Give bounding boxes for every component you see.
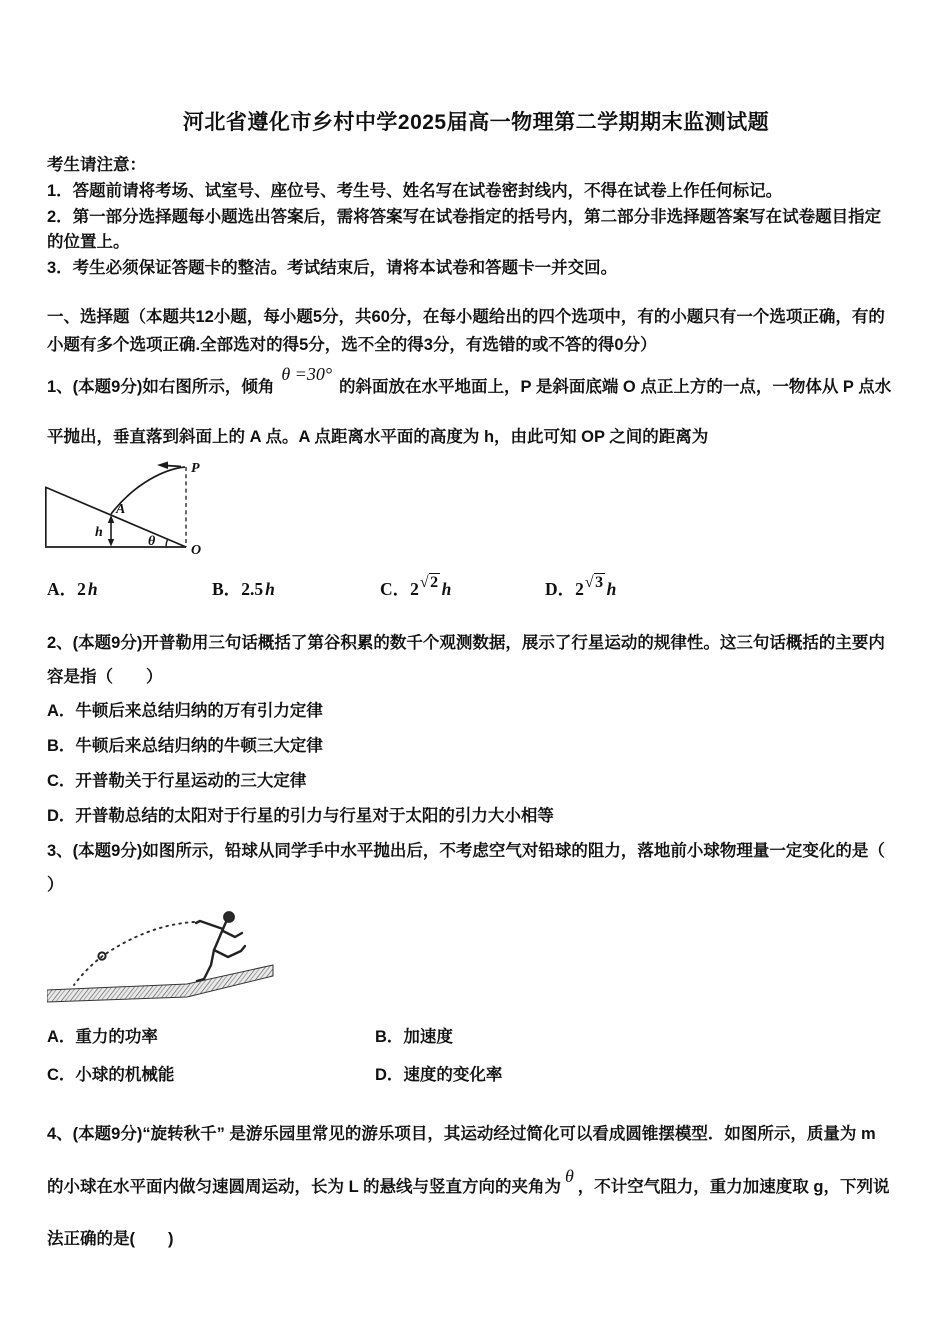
height-h-arrow <box>108 515 114 547</box>
q1-stem-pre: 1、(本题9分)如右图所示，倾角 <box>47 377 275 396</box>
q3-stem-line-2: ） <box>47 875 64 894</box>
sqrt-3: √3 <box>584 573 604 591</box>
q1-option-a: A．2 h <box>47 578 98 599</box>
q2-option-d: D．开普勒总结的太阳对于行星的引力与行星对于太阳的引力大小相等 <box>47 806 554 825</box>
q3-option-d: D．速度的变化率 <box>375 1065 503 1084</box>
notice-heading: 考生请注意： <box>47 156 146 174</box>
notice-line-2: 2．第一部分选择题每小题选出答案后，需将答案写在试卷指定的括号内，第二部分非选择题答案写在试卷题目指定 <box>47 207 882 226</box>
theta-angle-arc <box>166 539 168 547</box>
q3-option-a: A．重力的功率 <box>47 1027 158 1046</box>
q1-option-b: B．2.5 h <box>212 578 275 599</box>
q1-inline-formula: θ =30° <box>281 363 333 384</box>
q2-option-b: B．牛顿后来总结归纳的牛顿三大定律 <box>47 736 323 755</box>
question-3-stem <box>47 834 905 902</box>
q2-option-c: C．开普勒关于行星运动的三大定律 <box>47 771 307 790</box>
q4-stem-line-3: 法正确的是( ) <box>47 1229 174 1248</box>
section-1-heading <box>47 303 905 359</box>
figure-label-theta: θ <box>148 533 156 549</box>
q2-stem-line-2: 容是指（ ） <box>47 667 163 686</box>
thrower-person <box>196 912 245 981</box>
figure-label-p: P <box>191 460 200 476</box>
page-title: 河北省遵化市乡村中学2025届高一物理第二学期期末监测试题 <box>182 111 770 134</box>
question-2-stem <box>47 626 905 694</box>
notice-block <box>47 153 905 282</box>
shotput-throw-figure <box>47 905 279 1009</box>
section-heading-line-1: 一、选择题（本题共12小题，每小题5分，共60分，在每小题给出的四个选项中，有的小题只有一个选项正确，有的 <box>47 307 885 326</box>
q3-option-b: B．加速度 <box>375 1027 453 1046</box>
q1-option-c: C．2√2 h <box>380 573 452 599</box>
figure-label-h: h <box>95 524 103 540</box>
q4-line2-pre: 的小球在水平面内做匀速圆周运动，长为 L 的悬线与竖直方向的夹角为 <box>47 1177 561 1196</box>
q1-option-d: D．2√3 h <box>545 573 617 599</box>
q3-options-row-1 <box>47 1018 905 1056</box>
figure-label-o: O <box>191 542 202 558</box>
q3-options-row-2 <box>47 1056 905 1094</box>
ground-strip <box>47 965 273 1002</box>
q3-stem-line-1: 3、(本题9分)如图所示，铅球从同学手中水平抛出后，不考虑空气对铅球的阻力，落地前小球物理量一定变化的是（ <box>47 841 885 860</box>
q2-option-a: A．牛顿后来总结归纳的万有引力定律 <box>47 701 323 720</box>
incline-projectile-figure <box>45 455 213 563</box>
q4-stem-line-1: 4、(本题9分)“旋转秋千” 是游乐园里常见的游乐项目，其运动经过简化可以看成圆锥摆模型．如图所示，质量为 m <box>47 1124 876 1143</box>
q3-option-c: C．小球的机械能 <box>47 1065 175 1084</box>
question-1-stem-line-1 <box>47 363 905 400</box>
q4-line2-post: ，不计空气阻力，重力加速度取 g，下列说 <box>577 1177 890 1196</box>
question-4-stem <box>47 1121 905 1252</box>
q4-stem-line-2 <box>47 1165 905 1200</box>
notice-line-3: 3．考生必须保证答题卡的整洁。考试结束后，请将本试卷和答题卡一并交回。 <box>47 259 618 278</box>
question-1-options-row <box>47 573 905 601</box>
q4-inline-theta: θ <box>564 1165 574 1186</box>
figure-label-a: A <box>116 501 126 517</box>
question-3-options <box>47 1018 905 1094</box>
notice-line-1: 1．答题前请将考场、试室号、座位号、考生号、姓名写在试卷密封线内，不得在试卷上作任何标记。 <box>47 181 783 200</box>
question-1-stem-line-2: 平抛出，垂直落到斜面上的 A 点。A 点距离水平面的高度为 h，由此可知 OP 之间的距离为 <box>47 427 709 446</box>
q2-stem-line-1: 2、(本题9分)开普勒用三句话概括了第谷积累的数千个观测数据，展示了行星运动的规律性。这三句话概括的主要内 <box>47 633 885 652</box>
q1-stem-post: 的斜面放在水平地面上，P 是斜面底端 O 点正上方的一点，一物体从 P 点水 <box>339 377 892 396</box>
incline-triangle <box>45 487 186 547</box>
notice-line-2-cont: 的位置上。 <box>47 233 130 252</box>
question-2-options <box>47 694 905 834</box>
trajectory-dotted <box>74 922 194 985</box>
section-heading-line-2: 小题有多个选项正确.全部选对的得5分，选不全的得3分，有选错的或不答的得0分） <box>47 335 657 354</box>
sqrt-2: √2 <box>419 573 439 591</box>
